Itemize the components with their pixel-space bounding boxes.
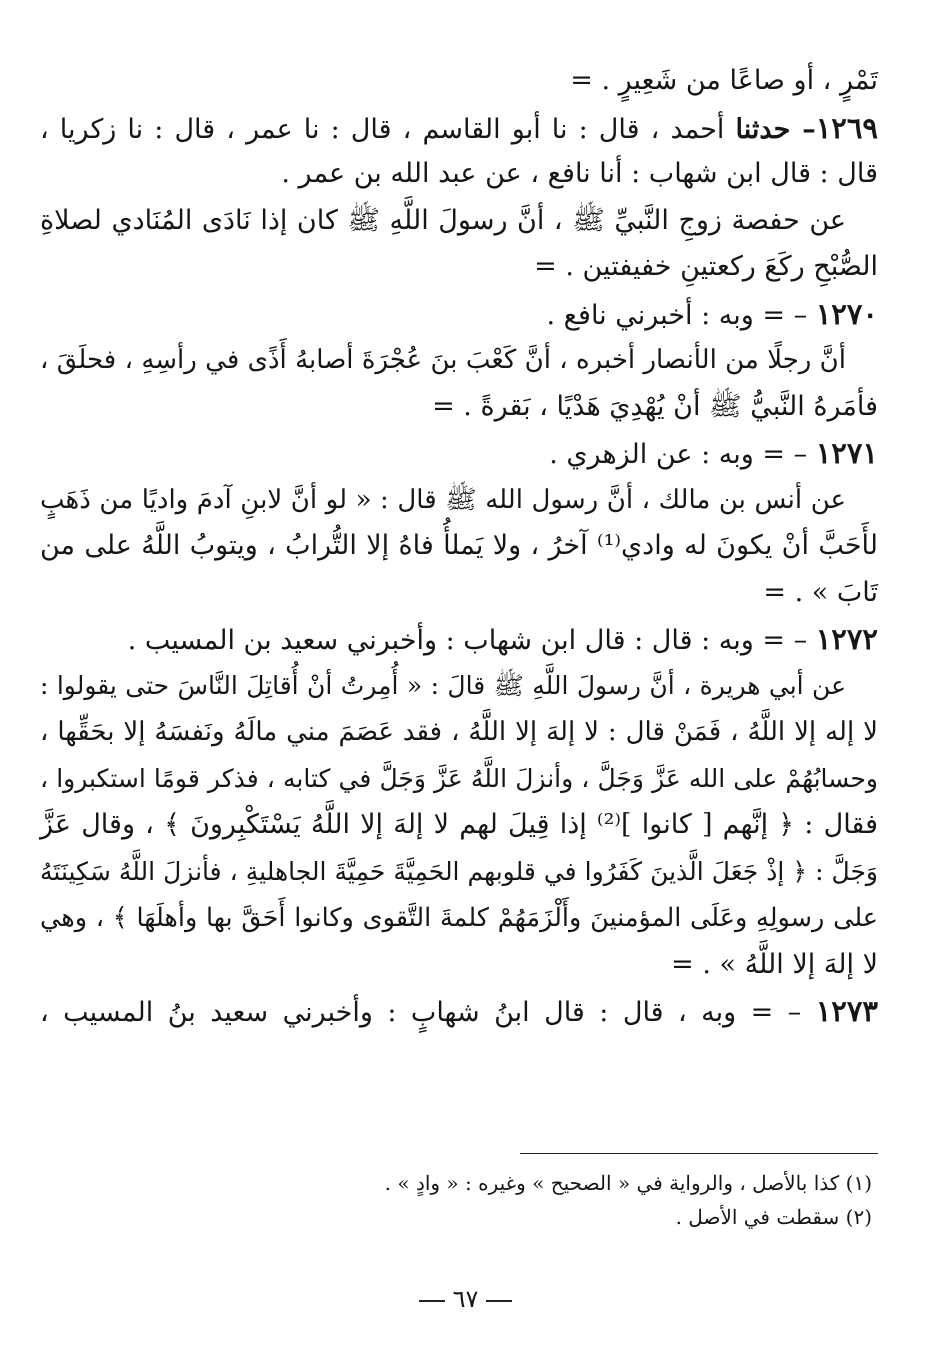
page-number-text: ٦٧ bbox=[452, 1285, 479, 1313]
footnote: (٢) سقطت في الأصل . bbox=[675, 1205, 872, 1229]
line-text: وَجَلَّ : ﴿ إذْ جَعَلَ الَّذينَ كَفَرُوا في قلوبهم الحَمِيَّةَ حَمِيَّةَ الجاهليةِ ، فأنزلَ اللَّهُ سَكِينَتَهُ bbox=[40, 856, 878, 886]
line-text: وحسابُهُمْ على الله عَزَّ وَجَلَّ ، وأنزلَ اللَّهُ عَزَّ وَجَلَّ في كتابه ، فذكر قومًا استكبروا ، bbox=[40, 763, 878, 793]
text-line bbox=[40, 384, 878, 431]
text-line bbox=[40, 802, 878, 849]
line-text: عن أنس بن مالك ، أنَّ رسول الله ﷺ قال : « لو أنَّ لابنِ آدمَ واديًا من ذَهَبٍ bbox=[40, 484, 846, 515]
line-text: عن أبي هريرة ، أنَّ رسولَ اللَّهِ ﷺ قالَ : « أُمِرتُ أنْ أُقاتِلَ النَّاسَ حتى يقولوا : bbox=[40, 670, 846, 700]
footnote-separator bbox=[520, 1153, 878, 1154]
text-line bbox=[40, 337, 878, 384]
line-text: لا إلهَ إلا اللَّهُ » . = bbox=[671, 948, 878, 980]
text-line bbox=[40, 942, 878, 989]
line-text: فقال : ﴿ إنَّهم [ كانوا ]⁽²⁾ إذا قِيلَ لهم لا إلهَ إلا اللَّهُ يَسْتَكْبِرونَ ﴾ ، وقال عَزَّ bbox=[40, 809, 878, 840]
text-line bbox=[40, 477, 878, 524]
text-line bbox=[40, 291, 878, 338]
dash-right bbox=[419, 1300, 445, 1302]
text-line bbox=[40, 105, 878, 152]
text-line bbox=[40, 151, 878, 198]
line-text: – = وبه : أخبرني نافع . bbox=[546, 299, 816, 331]
dash-left bbox=[486, 1300, 512, 1302]
line-text: قال : قال ابن شهاب : أنا نافع ، عن عبد الله بن عمر . bbox=[281, 158, 878, 189]
hadith-number: ١٢٧٠ bbox=[815, 296, 878, 331]
text-line bbox=[40, 988, 878, 1035]
main-text bbox=[40, 58, 878, 1035]
text-line bbox=[40, 570, 878, 617]
footnote: (١) كذا بالأصل ، والرواية في « الصحيح » وغيره : « وادٍ » . bbox=[384, 1171, 872, 1195]
hadith-number: ١٢٧٣ bbox=[815, 994, 878, 1028]
text-line bbox=[40, 616, 878, 663]
text-line bbox=[40, 663, 878, 710]
line-text: أنَّ رجلًا من الأنصار أخبره ، أنَّ كَعْبَ بنَ عُجْرَةَ أصابهُ أَذًى في رأسِهِ ، فحلَقَ ، bbox=[40, 345, 846, 375]
text-line bbox=[40, 756, 878, 803]
line-text: عن حفصة زوجِ النَّبيِّ ﷺ ، أنَّ رسولَ اللَّهِ ﷺ كان إذا نَادَى المُنَادي لصلاةِ bbox=[40, 204, 846, 236]
line-text: فأمَرهُ النَّبيُّ ﷺ أنْ يُهْدِيَ هَدْيًا ، بَقرةً . = bbox=[432, 390, 878, 422]
text-line bbox=[40, 430, 878, 477]
text-line bbox=[40, 198, 878, 245]
line-text: – = وبه : عن الزهري . bbox=[549, 439, 816, 470]
footnotes bbox=[40, 1166, 872, 1234]
line-text: لا إله إلا اللَّهُ ، فَمَنْ قال : لا إلهَ إلا اللَّهُ ، فقد عَصَمَ مني مالَهُ ونَفسَهُ إلا بحَقِّها ، bbox=[40, 717, 878, 747]
narration-keyword: – حدثنا bbox=[735, 113, 816, 145]
line-text: تَابَ » . = bbox=[763, 576, 878, 608]
line-text: لأَحَبَّ أنْ يكونَ له وادي⁽¹⁾ آخرُ ، ولا يَملأُ فاهُ إلا التُّرابُ ، ويتوبُ اللَّهُ على من bbox=[40, 530, 878, 561]
hadith-number: ١٢٦٩ bbox=[815, 110, 879, 145]
text-line bbox=[40, 849, 878, 896]
line-text: – = وبه : قال : قال ابن شهاب : وأخبرني سعيد بن المسيب . bbox=[127, 625, 816, 656]
hadith-number: ١٢٧٢ bbox=[815, 622, 878, 656]
line-text: على رسولِهِ وعَلَى المؤمنينَ وأَلْزَمَهُمْ كلمةَ التَّقوى وكانوا أَحَقَّ بها وأهلَهَا ﴾ ، وهي bbox=[40, 903, 879, 933]
line-text: أحمد ، قال : نا أبو القاسم ، قال : نا عمر ، قال : نا زكريا ، bbox=[40, 113, 736, 145]
text-line bbox=[40, 244, 878, 291]
text-line bbox=[40, 709, 878, 756]
line-text: الصُّبْحِ ركَعَ ركعتينِ خفيفتين . = bbox=[534, 251, 878, 282]
page-number bbox=[0, 1285, 931, 1313]
text-line bbox=[40, 895, 878, 942]
line-text: – = وبه ، قال : قال ابنُ شهابٍ : وأخبرني سعيد بنُ المسيب ، bbox=[40, 997, 816, 1028]
text-line bbox=[40, 58, 878, 105]
line-text: تَمْرٍ ، أو صاعًا من شَعِيرٍ . = bbox=[570, 65, 878, 96]
hadith-number: ١٢٧١ bbox=[815, 436, 878, 470]
text-line bbox=[40, 523, 878, 570]
